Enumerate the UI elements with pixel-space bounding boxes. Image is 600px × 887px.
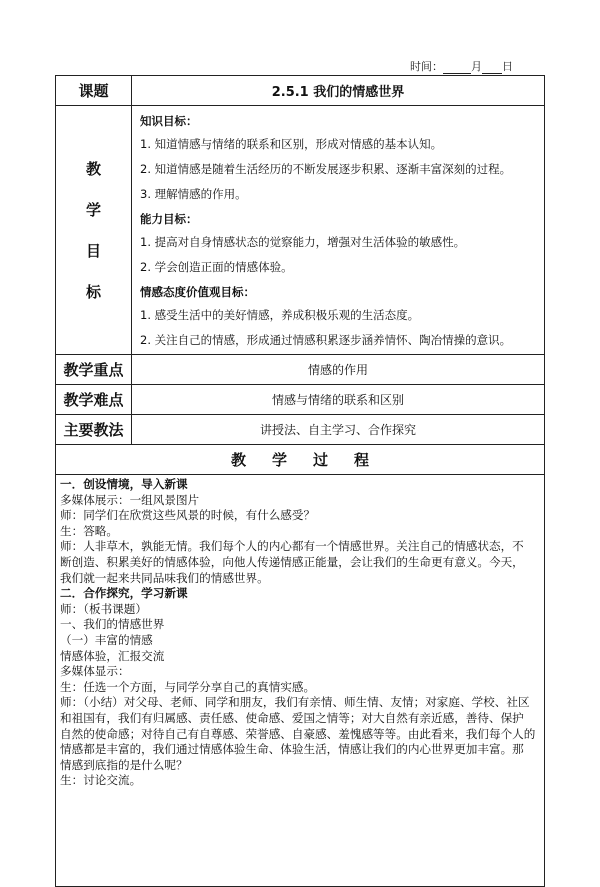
attitude-item: 1. 感受生活中的美好情感，养成积极乐观的生活态度。 <box>140 308 420 322</box>
process-line: 多媒体展示：一组风景图片 <box>60 492 200 507</box>
knowledge-item: 1. 知道情感与情绪的联系和区别，形成对情感的基本认知。 <box>140 137 443 151</box>
process-line: （一）丰富的情感 <box>60 632 153 647</box>
process-line: 情感到底指的是什么呢？ <box>60 757 188 772</box>
goals-label-char: 教 <box>85 160 101 178</box>
process-line: 生：任选一个方面，与同学分享自己的真情实感。 <box>60 679 316 694</box>
process-title: 教学过程 <box>56 445 545 475</box>
ability-heading: 能力目标： <box>140 212 198 226</box>
month-blank <box>443 62 471 74</box>
month-label: 月 <box>471 60 482 73</box>
knowledge-heading: 知识目标： <box>140 114 198 128</box>
title-label: 课题 <box>56 76 132 106</box>
goals-label-char: 标 <box>85 283 101 301</box>
attitude-heading: 情感态度价值观目标： <box>140 285 255 299</box>
process-line: 师：同学们在欣赏这些风景的时候，有什么感受？ <box>60 508 316 523</box>
process-line: 情感都是丰富的，我们通过情感体验生命、体验生活，情感让我们的内心世界更加丰富。那 <box>60 742 524 757</box>
day-blank <box>482 62 502 74</box>
section-heading: 一．创设情境，导入新课 <box>60 477 188 491</box>
process-line: 师：人非草木，孰能无情。我们每个人的内心都有一个情感世界。关注自己的情感状态，不 <box>60 539 524 554</box>
method-value: 讲授法、自主学习、合作探究 <box>132 415 545 445</box>
process-title-row <box>56 445 545 475</box>
difficulty-value: 情感与情绪的联系和区别 <box>132 385 545 415</box>
method-row <box>56 415 545 445</box>
key-point-value: 情感的作用 <box>132 355 545 385</box>
difficulty-row <box>56 385 545 415</box>
process-line: 和祖国有，我们有归属感、责任感、使命感、爱国之情等；对大自然有亲近感，善待、保护 <box>60 710 524 725</box>
goals-label-char: 目 <box>85 242 101 260</box>
goals-label <box>56 106 132 355</box>
lesson-plan-table <box>55 75 545 887</box>
key-point-row <box>56 355 545 385</box>
process-line: 我们就一起来共同品味我们的情感世界。 <box>60 570 269 585</box>
process-line: 师：（小结）对父母、老师、同学和朋友，我们有亲情、师生情、友情；对家庭、学校、社区 <box>60 695 530 710</box>
method-label: 主要教法 <box>56 415 132 445</box>
process-line: 情感体验，汇报交流 <box>60 648 165 663</box>
process-line: 一、我们的情感世界 <box>60 617 165 632</box>
process-line: 断创造、积累美好的情感体验，向他人传递情感正能量，会让我们的生命更有意义。今天， <box>60 554 524 569</box>
process-line: 自然的使命感；对待自己有自尊感、荣誉感、自豪感、羞愧感等等。由此看来，我们每个人的 <box>60 726 536 741</box>
key-point-label: 教学重点 <box>56 355 132 385</box>
process-content <box>56 475 545 887</box>
title-row <box>56 76 545 106</box>
knowledge-item: 2. 知道情感是随着生活经历的不断发展逐步积累、逐渐丰富深刻的过程。 <box>140 162 512 176</box>
process-line: 生：答略。 <box>60 523 118 538</box>
goals-label-char: 学 <box>85 201 101 219</box>
date-line <box>410 58 513 74</box>
process-line: 多媒体显示： <box>60 664 130 679</box>
attitude-item: 2. 关注自己的情感，形成通过情感积累逐步涵养情怀、陶冶情操的意识。 <box>140 333 512 347</box>
knowledge-item: 3. 理解情感的作用。 <box>140 187 247 201</box>
date-label: 时间： <box>410 60 443 73</box>
ability-item: 1. 提高对自身情感状态的觉察能力，增强对生活体验的敏感性。 <box>140 235 466 249</box>
day-label: 日 <box>502 60 513 73</box>
process-row <box>56 475 545 887</box>
goals-row <box>56 106 545 355</box>
goals-content <box>132 106 545 355</box>
process-line: 师：（板书课题） <box>60 601 147 616</box>
ability-item: 2. 学会创造正面的情感体验。 <box>140 260 293 274</box>
title-value: 2.5.1 我们的情感世界 <box>132 76 545 106</box>
difficulty-label: 教学难点 <box>56 385 132 415</box>
process-line: 生：讨论交流。 <box>60 773 142 788</box>
section-heading: 二．合作探究，学习新课 <box>60 586 188 601</box>
